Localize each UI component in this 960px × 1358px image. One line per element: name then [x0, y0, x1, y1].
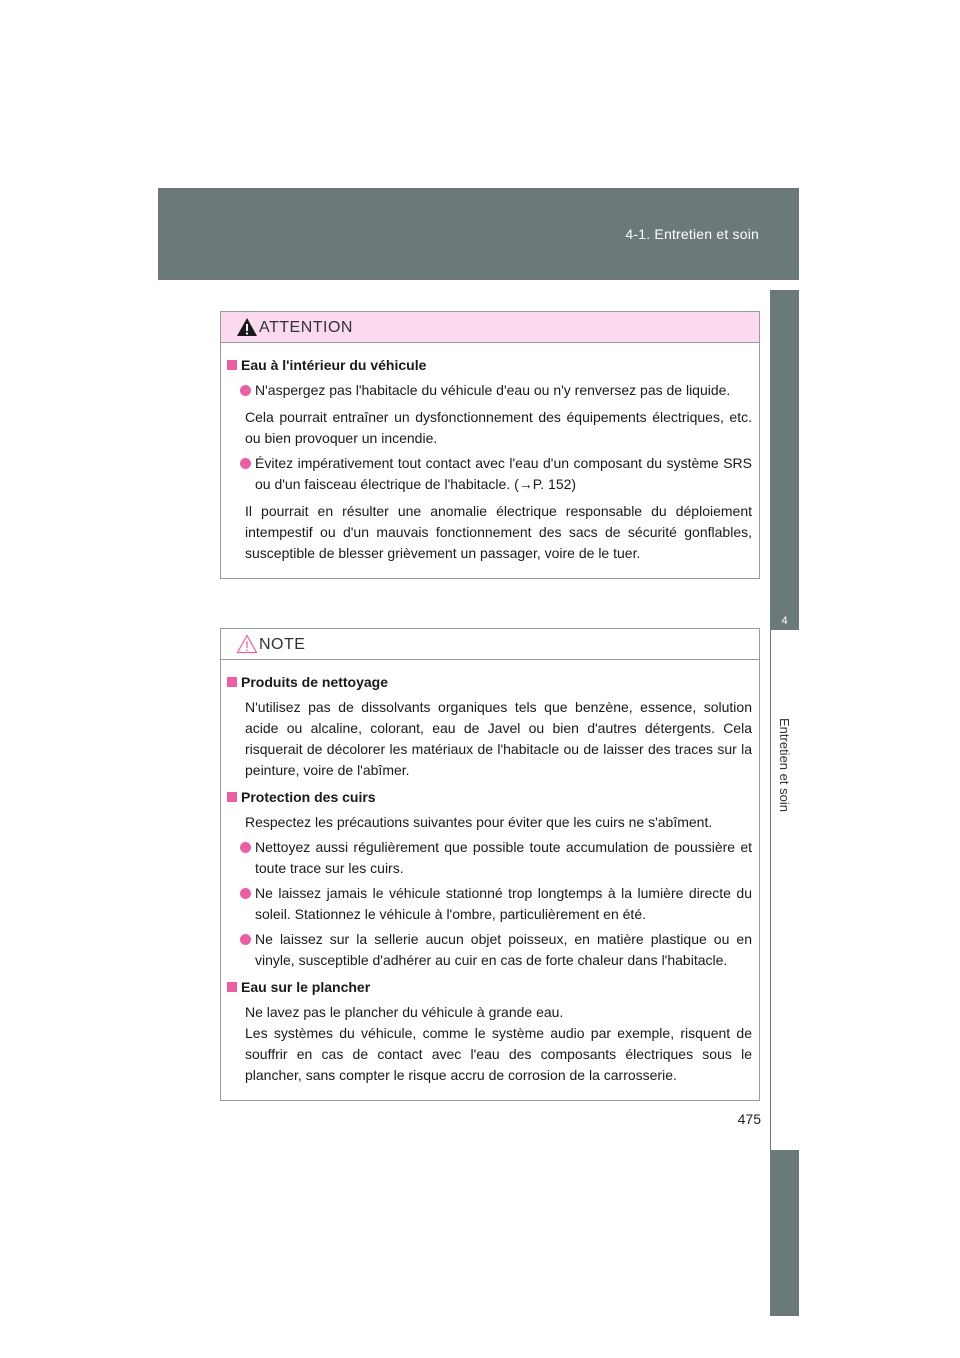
section-heading-text: Produits de nettoyage: [241, 674, 389, 690]
section-heading-text: Eau sur le plancher: [241, 979, 371, 995]
chapter-label-wrap: [770, 718, 799, 838]
section-text: N'utilisez pas de dissolvants organiques tels que benzène, essence, solution acide ou alcaline, colorant, eau de Javel ou bien d'autres détergents. Cela risquerait de décolorer les matériaux de l'habitacle ou de laisser des traces sur la peinture, voire de l'abîmer.: [245, 699, 752, 778]
list-item-detail: Cela pourrait entraîner un dysfonctionnement des équipements électriques, etc. ou bien provoquer un incendie.: [245, 409, 752, 446]
chapter-label: Entretien et soin: [777, 718, 792, 812]
section-text: Ne lavez pas le plancher du véhicule à grande eau.: [245, 1004, 564, 1020]
section-heading: [227, 672, 752, 693]
warning-outline-icon: [236, 634, 258, 654]
note-title: NOTE: [259, 636, 306, 653]
section-heading-text: Eau à l'intérieur du véhicule: [241, 357, 427, 373]
round-bullet-icon: [240, 458, 251, 469]
list-item: [240, 929, 752, 971]
list-item: [240, 380, 752, 401]
note-body: [221, 660, 759, 1100]
list-item-text: N'aspergez pas l'habitacle du véhicule d'eau ou n'y renversez pas de liquide.: [255, 382, 731, 398]
round-bullet-icon: [240, 934, 251, 945]
chapter-tab-window: [770, 630, 800, 1150]
section-heading: [227, 787, 752, 808]
square-bullet-icon: [227, 360, 237, 370]
list-item: [240, 453, 752, 495]
list-item-text: Ne laissez sur la sellerie aucun objet poisseux, en matière plastique ou en vinyle, susceptible d'adhérer au cuir en cas de forte chaleur dans l'habitacle.: [255, 931, 752, 968]
square-bullet-icon: [227, 677, 237, 687]
list-item: [240, 837, 752, 879]
section-text: Respectez les précautions suivantes pour éviter que les cuirs ne s'abîment.: [245, 814, 713, 830]
square-bullet-icon: [227, 792, 237, 802]
section-heading: [227, 355, 752, 376]
round-bullet-icon: [240, 385, 251, 396]
section-heading-text: Protection des cuirs: [241, 789, 376, 805]
attention-header: [221, 312, 759, 343]
round-bullet-icon: [240, 888, 251, 899]
note-box: [220, 628, 760, 1101]
note-header: [221, 629, 759, 660]
list-item-text: Nettoyez aussi régulièrement que possible toute accumulation de poussière et toute trace sur les cuirs.: [255, 839, 752, 876]
list-item-text: Évitez impérativement tout contact avec l'eau d'un composant du système SRS ou d'un faisceau électrique de l'habitacle. (→P. 152): [255, 455, 752, 492]
section-title: 4-1. Entretien et soin: [625, 226, 759, 242]
page-number: 475: [737, 1111, 761, 1127]
list-item-text: Ne laissez jamais le véhicule stationné trop longtemps à la lumière directe du soleil. Stationnez le véhicule à l'ombre, particulièrement en été.: [255, 885, 752, 922]
attention-title: ATTENTION: [259, 319, 353, 336]
chapter-number: 4: [781, 615, 788, 627]
attention-box: [220, 311, 760, 579]
header-band: [158, 188, 799, 280]
list-item: [240, 883, 752, 925]
round-bullet-icon: [240, 842, 251, 853]
attention-body: [221, 343, 759, 578]
warning-filled-icon: [236, 317, 258, 337]
list-item-detail: Il pourrait en résulter une anomalie électrique responsable du déploiement intempestif ou d'un mauvais fonctionnement des sacs de sécurité gonflables, susceptible de blesser grièvement un passager, voire de le tuer.: [245, 503, 752, 561]
section-text: Les systèmes du véhicule, comme le système audio par exemple, risquent de souffrir en cas de contact avec l'eau des composants électriques sous le plancher, sans compter le risque accru de corrosion de la carrosserie.: [245, 1025, 752, 1083]
square-bullet-icon: [227, 982, 237, 992]
section-heading: [227, 977, 752, 998]
